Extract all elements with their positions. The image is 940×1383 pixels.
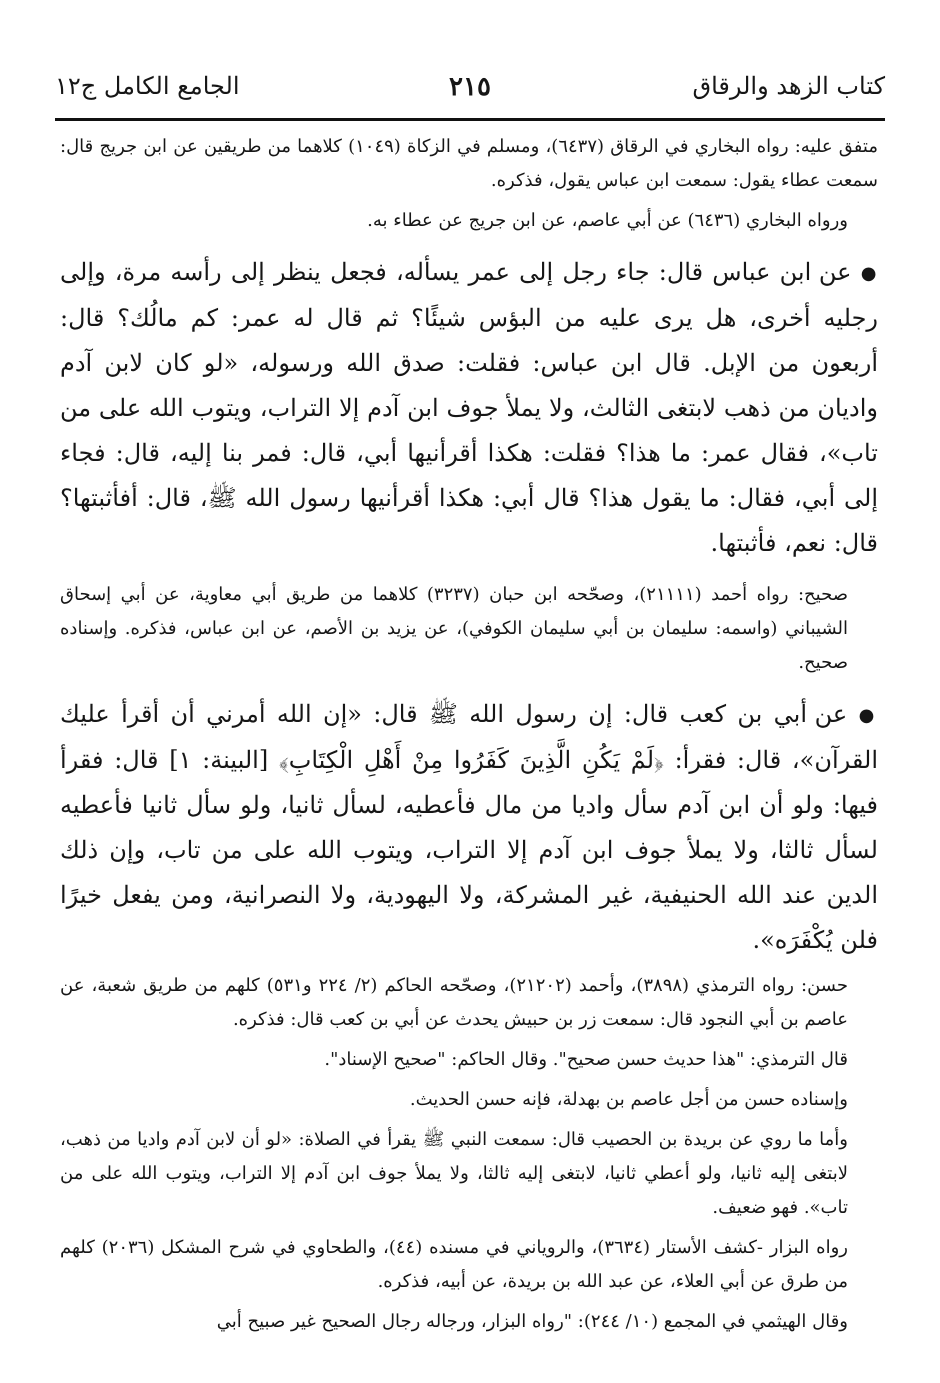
bullet-icon: ●	[858, 705, 879, 726]
header-rule	[55, 118, 885, 121]
hadith-text	[60, 692, 878, 963]
page-body	[60, 130, 878, 1339]
hadith-body: عن ابن عباس قال: جاء رجل إلى عمر يسأله، فجعل ينظر إلى رأسه مرة، وإلى رجليه أخرى، هل يرى عليه من البؤس شيئًا؟ ثم قال له عمر: كم مالُك؟ قال: أربعون من الإبل. قال ابن عباس: فقلت: صدق الله ورسوله، «لو كان لابن آدم واديان من ذهب لابتغى الثالث، ولا يملأ جوف ابن آدم إلا التراب، ويتوب الله على من تاب»، فقال عمر: ما هذا؟ فقلت: هكذا أقرأنيها أبي، قال: فمر بنا إليه، قال: فجاء إلى أبي، فقال: ما يقول هذا؟ قال أبي: هكذا أقرأنيها رسول الله ﷺ، قال: أفأثبتها؟ قال: نعم، فأثبتها.	[60, 258, 878, 557]
takhrij-note: حسن: رواه الترمذي (٣٨٩٨)، وأحمد (٢١٢٠٢)، وصحّحه الحاكم (٢/ ٢٢٤ و٥٣١) كلهم من طريق شعبة، عن عاصم بن أبي النجود قال: سمعت زر بن حبيش يحدث عن أبي بن كعب قال: فذكره.	[60, 975, 848, 1030]
takhrij-note: صحيح: رواه أحمد (٢١١١١)، وصحّحه ابن حبان (٣٢٣٧) كلاهما من طريق أبي معاوية، عن أبي إسحاق الشيباني (واسمه: سليمان بن أبي سليمان الكوفي)، عن يزيد بن الأصم، عن ابن عباس، فذكره. وإسناده صحيح.	[60, 584, 848, 673]
book-title: الجامع الكامل ج١٢	[55, 72, 240, 100]
takhrij-note: رواه البزار -كشف الأستار (٣٦٣٤)، والروياني في مسنده (٤٤)، والطحاوي في شرح المشكل (٢٠٣٦) كلهم من طرق عن أبي العلاء، عن عبد الله بن بريدة، عن أبيه، فذكره.	[60, 1237, 848, 1292]
hadith-text	[60, 250, 878, 566]
takhrij-note: وإسناده حسن من أجل عاصم بن بهدلة، فإنه حسن الحديث.	[409, 1089, 848, 1110]
bullet-icon: ●	[860, 263, 878, 284]
running-header	[55, 62, 885, 114]
takhrij-note: وقال الهيثمي في المجمع (١٠/ ٢٤٤): "رواه البزار، ورجاله رجال الصحيح غير صبيح أبي	[216, 1311, 848, 1332]
takhrij-note: وأما ما روي عن بريدة بن الحصيب قال: سمعت النبي ﷺ يقرأ في الصلاة: «لو أن لابن آدم واديا من ذهب، لابتغى إليه ثانيا، ولو أعطي ثانيا، لابتغى إليه ثالثا، ولا يملأ جوف ابن آدم إلا التراب، ويتوب الله على من تاب». فهو ضعيف.	[60, 1129, 848, 1218]
chapter-title: كتاب الزهد والرقاق	[692, 72, 885, 100]
takhrij-note: ورواه البخاري (٦٤٣٦) عن أبي عاصم، عن ابن جريج عن عطاء به.	[367, 210, 848, 231]
takhrij-note: قال الترمذي: "هذا حديث حسن صحيح". وقال الحاكم: "صحيح الإسناد".	[324, 1049, 848, 1070]
takhrij-note: متفق عليه: رواه البخاري في الرقاق (٦٤٣٧)، ومسلم في الزكاة (١٠٤٩) كلاهما من طريقين عن ابن جريج قال: سمعت عطاء يقول: سمعت ابن عباس يقول، فذكره.	[60, 136, 878, 191]
hadith-body: عن أبي بن كعب قال: إن رسول الله ﷺ قال: «إن الله أمرني أن أقرأ عليك القرآن»، قال: فقرأ: ﴿لَمْ يَكُنِ الَّذِينَ كَفَرُوا مِنْ أَهْلِ الْكِتَابِ﴾ [البينة: ١] قال: فقرأ فيها: ولو أن ابن آدم سأل واديا من مال فأعطيه، لسأل ثانيا، ولو سأل ثانيا فأعطيه لسأل ثالثا، ولا يملأ جوف ابن آدم إلا التراب، ويتوب الله على من تاب، وإن ذلك الدين عند الله الحنيفية، غير المشركة، ولا اليهودية، ولا النصرانية، ومن يفعل خيرًا فلن يُكْفَرَه».	[60, 700, 878, 954]
page-number: ٢١٥	[449, 72, 491, 102]
